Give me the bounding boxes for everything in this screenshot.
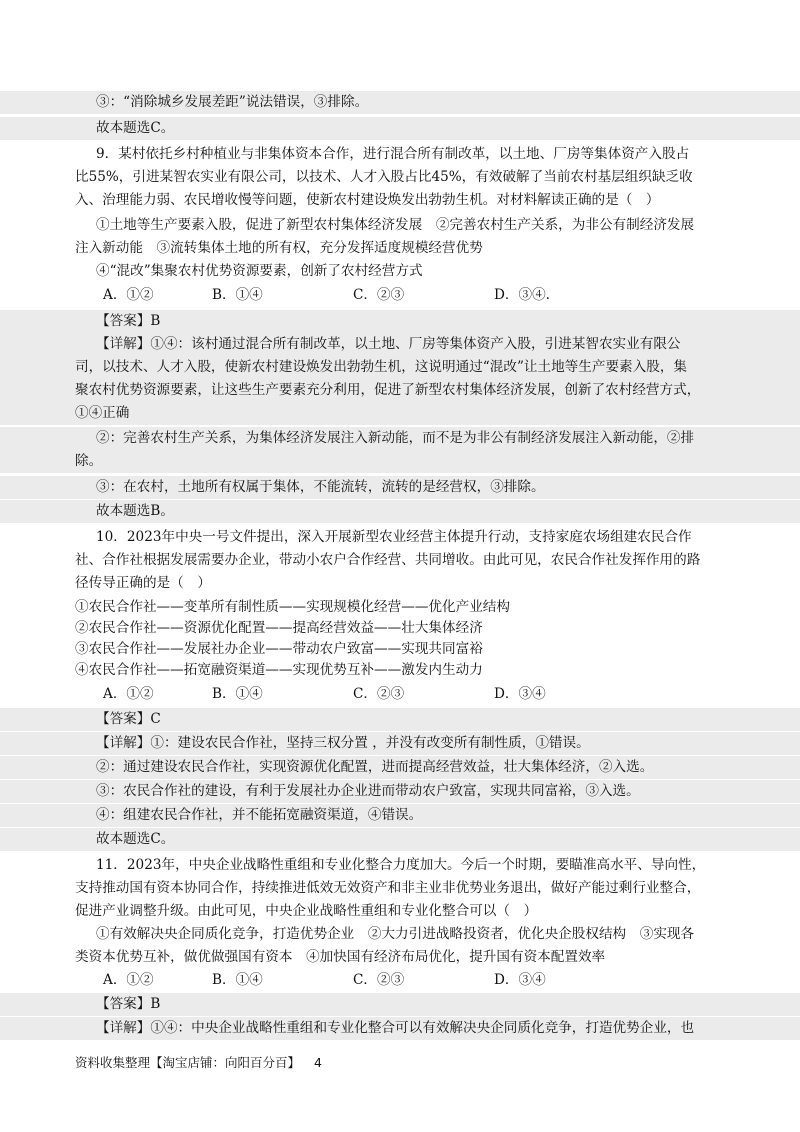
- question-9-stem: 入、治理能力弱、农民增收慢等问题，使新农村建设焕发出勃勃生机。对材料解读正确的是（ ）: [75, 192, 660, 208]
- question-11-option-statement: 类资本优势互补，做优做强国有资本 ④加快国有经济布局优化，提升国有资本配置效率: [75, 949, 606, 965]
- question-9-choices: [0, 284, 800, 307]
- question-10-conclusion: 故本题选C。: [0, 828, 800, 851]
- question-11-choices: [0, 969, 800, 992]
- choice-b: B．①④: [212, 686, 263, 702]
- choice-a: A．①②: [103, 972, 154, 988]
- question-9-option-statement: ①土地等生产要素入股，促进了新型农村集体经济发展 ②完善农村生产关系，为非公有制经济发展: [96, 217, 695, 233]
- question-9-explanation: 司，以技术、人才入股，使新农村建设焕发出勃勃生机，这说明通过“混改”让土地等生产要素入股，集: [0, 356, 800, 379]
- page-footer: [75, 1053, 322, 1073]
- question-10-option-statement: ①农民合作社——变革所有制性质——实现规模化经营——优化产业结构: [75, 599, 510, 615]
- question-9-explanation: ①④正确: [0, 402, 800, 425]
- question-11-explanation: 【详解】①④：中央企业战略性重组和专业化整合可以有效解决央企同质化竞争，打造优势企业，也: [0, 1017, 800, 1040]
- question-9-option-statement: ④“混改”集聚农村优势资源要素，创新了农村经营方式: [96, 263, 423, 279]
- choice-d: D．③④: [494, 972, 546, 988]
- choice-c: C．②③: [353, 287, 405, 303]
- question-10-explanation: ②：通过建设农民合作社，实现资源优化配置，进而提高经营效益，壮大集体经济，②入选。: [0, 756, 800, 779]
- explanation-line: ③：“消除城乡发展差距”说法错误，③排除。: [0, 91, 800, 114]
- question-9-option-statement: 注入新动能 ③流转集体土地的所有权，充分发挥适度规模经营优势: [75, 240, 483, 256]
- question-10-explanation: ④：组建农民合作社，并不能拓宽融资渠道，④错误。: [0, 804, 800, 827]
- question-11-option-statement: ①有效解决央企同质化竞争，打造优势企业 ②大力引进战略投资者，优化央企股权结构 ③实现各: [96, 926, 695, 942]
- question-10-explanation: 【详解】①：建设农民合作社，坚持三权分置 ，并没有改变所有制性质，①错误。: [0, 732, 800, 755]
- question-10-stem: 社、合作社根据发展需要办企业，带动小农户合作经营、共同增收。由此可见，农民合作社发挥作用的路: [75, 552, 701, 568]
- choice-a: A．①②: [103, 287, 154, 303]
- question-10-option-statement: ④农民合作社——拓宽融资渠道——实现优势互补——激发内生动力: [75, 662, 483, 678]
- question-10-option-statement: ②农民合作社——资源优化配置——提高经营效益——壮大集体经济: [75, 620, 483, 636]
- question-10-stem: 10．2023年中央一号文件提出，深入开展新型农业经营主体提升行动，支持家庭农场组建农民合作: [96, 529, 692, 545]
- choice-c: C．②③: [353, 972, 405, 988]
- question-11-stem: 11．2023年，中央企业战略性重组和专业化整合力度加大。今后一个时期，要瞄准高水平、导向性，: [96, 857, 706, 873]
- question-9-stem: 9．某村依托乡村种植业与非集体资本合作，进行混合所有制改革，以土地、厂房等集体资产入股占: [96, 146, 690, 162]
- question-9-stem: 比55%，引进某智农实业有限公司，以技术、人才入股占比45%，有效破解了当前农村基层组织缺乏收: [75, 169, 693, 185]
- choice-b: B．①④: [212, 972, 263, 988]
- choice-a: A．①②: [103, 686, 154, 702]
- question-11-answer: 【答案】B: [0, 993, 800, 1016]
- question-9-explanation: ②：完善农村生产关系，为集体经济发展注入新动能，而不是为非公有制经济发展注入新动能，②排: [0, 427, 800, 450]
- footer-source: 资料收集整理【淘宝店铺：向阳百分百】: [75, 1055, 301, 1070]
- question-9-explanation: 除。: [0, 450, 800, 473]
- question-9-explanation: ③：在农村，土地所有权属于集体，不能流转，流转的是经营权，③排除。: [0, 476, 800, 499]
- conclusion-line: 故本题选C。: [0, 117, 800, 140]
- choice-b: B．①④: [212, 287, 263, 303]
- question-10-explanation: ③：农民合作社的建设，有利于发展社办企业进而带动农户致富，实现共同富裕，③入选。: [0, 780, 800, 803]
- question-9-answer: 【答案】B: [0, 310, 800, 333]
- question-10-choices: [0, 683, 800, 706]
- question-11-stem: 支持推动国有资本协同合作，持续推进低效无效资产和非主业非优势业务退出，做好产能过剩行业整合，: [75, 880, 701, 896]
- choice-d: D．③④.: [494, 287, 551, 303]
- question-10-answer: 【答案】C: [0, 708, 800, 731]
- question-9-explanation: 【详解】①④：该村通过混合所有制改革，以土地、厂房等集体资产入股，引进某智农实业有限公: [0, 333, 800, 356]
- question-10-stem: 径传导正确的是（ ）: [75, 575, 211, 591]
- question-9-explanation: 聚农村优势资源要素，让这些生产要素充分利用，促进了新型农村集体经济发展，创新了农村经营方式，: [0, 379, 800, 402]
- question-9-conclusion: 故本题选B。: [0, 500, 800, 523]
- page-number: 4: [314, 1055, 322, 1070]
- choice-c: C．②③: [353, 686, 405, 702]
- question-11-stem: 促进产业调整升级。由此可见，中央企业战略性重组和专业化整合可以（ ）: [75, 903, 538, 919]
- question-10-option-statement: ③农民合作社——发展社办企业——带动农户致富——实现共同富裕: [75, 641, 483, 657]
- choice-d: D．③④: [494, 686, 546, 702]
